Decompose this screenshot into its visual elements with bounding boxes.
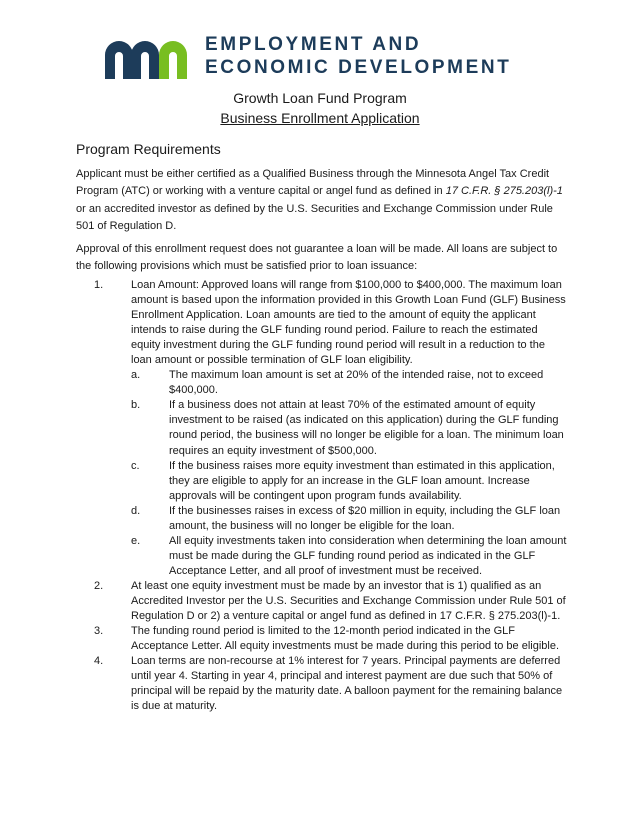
list-item	[76, 624, 568, 654]
program-title: Growth Loan Fund Program	[233, 90, 407, 106]
deed-logo	[101, 33, 512, 81]
sub-item-text: If the business raises more equity investment than estimated in this application, they are eligible to apply for an increase in the GLF loan amount. Increase approvals will be contingent upon program funds availability.	[169, 459, 555, 502]
application-title: Business Enrollment Application	[220, 110, 420, 126]
sub-item-text: All equity investments taken into consideration when determining the loan amount must be made during the GLF funding round period as indicated in the GLF Acceptance Letter, and all proof of investment must be received.	[169, 534, 567, 577]
org-name-line1: EMPLOYMENT AND	[205, 34, 422, 55]
item-text: Loan Amount: Approved loans will range from $100,000 to $400,000. The maximum loan amount is based upon the information provided in this Growth Loan Fund (GLF) Business Enrollment Application. Loan amounts are tied to the amount of equity the applicant intends to raise during the GLF funding round period. Failure to reach the estimated equity investment during the GLF funding round period will result in a reduction to the loan amount or possible termination of GLF loan eligibility.	[131, 279, 566, 367]
cfr-citation: 17 C.F.R. § 275.203(l)-1	[445, 185, 563, 198]
sub-item-letter: e.	[131, 534, 141, 547]
sub-item-letter: c.	[131, 459, 140, 472]
sub-item	[131, 398, 568, 458]
sub-item-letter: a.	[131, 369, 141, 382]
org-name	[205, 33, 511, 79]
sub-item-text: If the businesses raises in excess of $20 million in equity, including the GLF loan amount, the business will no longer be eligible for the loan.	[169, 504, 561, 532]
sub-item	[131, 534, 568, 579]
eligibility-paragraph	[76, 166, 566, 236]
item-text: At least one equity investment must be made by an investor that is 1) qualified as an Accredited Investor per the U.S. Securities and Exchange Commission under Rule 501 of Regulation D or 2) a venture capital or angel fund as defined in 17 C.F.R. § 275.203(l)-1.	[131, 579, 566, 623]
provisions-list	[76, 278, 568, 714]
item-number: 1.	[94, 279, 104, 291]
eligibility-text-b: or an accredited investor as defined by the U.S. Securities and Exchange Commission under Rule 501 of Regulation D.	[76, 202, 553, 233]
sub-item-letter: b.	[131, 399, 141, 412]
list-item	[76, 654, 568, 714]
section-heading: Program Requirements	[76, 141, 221, 157]
list-item	[76, 278, 568, 579]
approval-paragraph: Approval of this enrollment request does not guarantee a loan will be made. All loans are subject to the following provisions which must be satisfied prior to loan issuance:	[76, 243, 558, 273]
item-text: Loan terms are non-recourse at 1% interest for 7 years. Principal payments are deferred until year 4. Starting in year 4, principal and interest payment are due such that 50% of principal will be repaid by the maturity date. A balloon payment for the remaining balance is due at maturity.	[131, 655, 563, 713]
org-name-line2: ECONOMIC DEVELOPMENT	[205, 57, 512, 78]
sub-item	[131, 504, 568, 534]
sub-item	[131, 368, 568, 398]
sub-item-text: The maximum loan amount is set at 20% of the intended raise, not to exceed $400,000.	[169, 369, 544, 397]
item-number: 3.	[94, 625, 104, 638]
list-item	[76, 579, 568, 624]
sub-item	[131, 459, 568, 504]
sub-item-letter: d.	[131, 504, 141, 517]
item-text: The funding round period is limited to the 12-month period indicated in the GLF Acceptance Letter. All equity investments must be made during this period to be eligible.	[131, 625, 560, 653]
item-number: 2.	[94, 579, 104, 592]
eligibility-text-a: Applicant must be either certified as a Qualified Business through the Minnesota Angel Tax Credit Program (ATC) or working with a venture capital or angel fund as defined in	[76, 168, 550, 198]
sub-item-text: If a business does not attain at least 70% of the estimated amount of equity investment to be raised (as indicated on this application) during the GLF funding round period, the business will no longer be eligible for a loan. The minimum loan requires an equity investment of $500,000.	[169, 399, 564, 457]
mn-logo-mark-icon	[101, 35, 193, 79]
item-number: 4.	[94, 655, 104, 668]
